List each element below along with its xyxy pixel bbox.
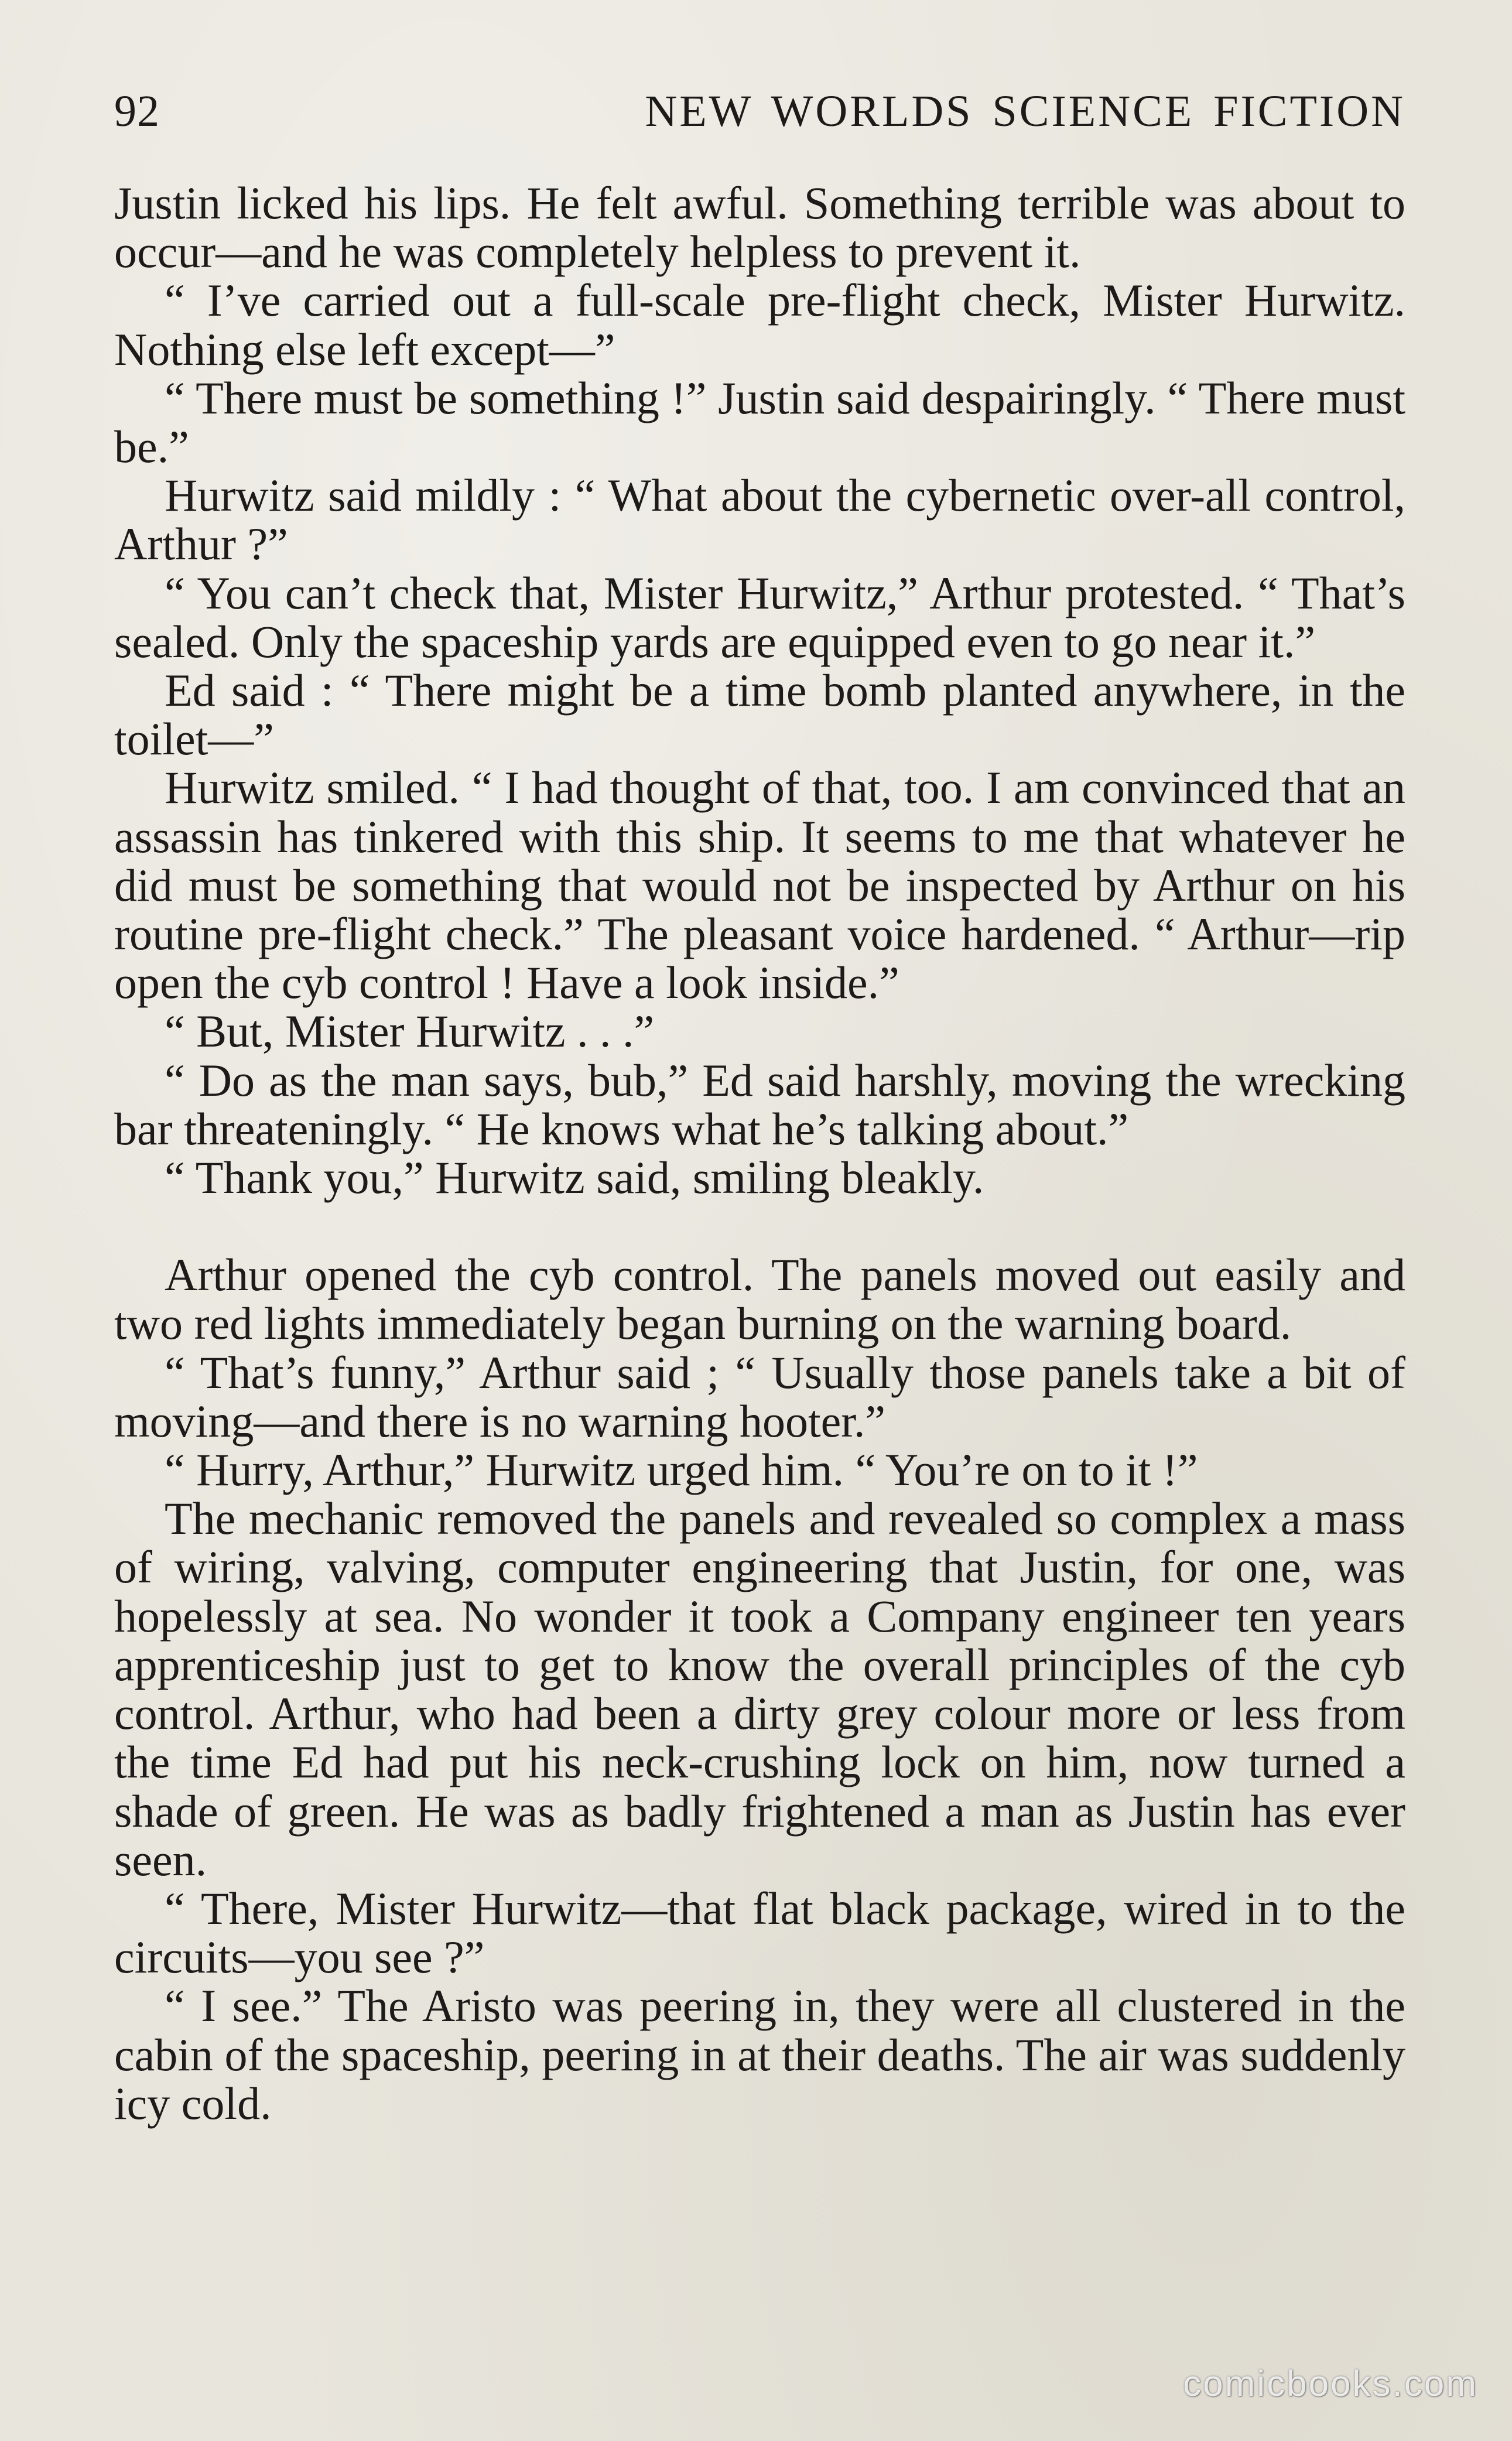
paragraph: “ I see.” The Aristo was peering in, they were all clustered in the cabin of the spaceship, peering in at their deaths. The air was suddenly icy cold. <box>114 1980 1405 2129</box>
running-head: NEW WORLDS SCIENCE FICTION <box>645 87 1405 136</box>
paragraph: “ Thank you,” Hurwitz said, smiling bleakly. <box>165 1152 984 1204</box>
paragraph: The mechanic removed the panels and revealed so complex a mass of wiring, valving, computer engineering that Justin, for one, was hopelessly at sea. No wonder it took a Company engineer ten years apprenticeship just to get to know the overall principles of the cyb control. Arthur, who had been a dirty grey colour more or less from the time Ed had put his neck-crushing lock on him, now turned a shade of green. He was as badly frightened a man as Justin has ever seen. <box>114 1493 1405 1885</box>
section-break <box>114 1202 1405 1250</box>
page-header <box>114 82 1405 141</box>
paragraph: Justin licked his lips. He felt awful. Something terrible was about to occur—and he was completely helpless to prevent it. <box>114 177 1405 278</box>
paragraph: “ That’s funny,” Arthur said ; “ Usually those panels take a bit of moving—and there is no warning hooter.” <box>114 1346 1405 1447</box>
paragraph: “ Hurry, Arthur,” Hurwitz urged him. “ You’re on to it !” <box>165 1444 1198 1496</box>
paragraph: “ There must be something !” Justin said despairingly. “ There must be.” <box>114 372 1405 473</box>
paragraph: Hurwitz said mildly : “ What about the cybernetic over-all control, Arthur ?” <box>114 470 1405 570</box>
paragraph: “ You can’t check that, Mister Hurwitz,” Arthur protested. “ That’s sealed. Only the spaceship yards are equipped even to go near it.” <box>114 567 1405 667</box>
body-text <box>114 179 1405 2128</box>
paragraph: Hurwitz smiled. “ I had thought of that, too. I am convinced that an assassin has tinkered with this ship. It seems to me that whatever he did must be something that would not be inspected by Arthur on his routine pre-flight check.” The pleasant voice hardened. “ Arthur—rip open the cyb control ! Have a look inside.” <box>114 762 1405 1008</box>
paragraph: “ There, Mister Hurwitz—that flat black package, wired in to the circuits—you see ?” <box>114 1882 1405 1983</box>
paragraph: Arthur opened the cyb control. The panels moved out easily and two red lights immediately began burning on the warning board. <box>114 1249 1405 1349</box>
paragraph: “ I’ve carried out a full-scale pre-flight check, Mister Hurwitz. Nothing else left except—” <box>114 275 1405 375</box>
watermark: comicbooks.com <box>1183 2364 1478 2404</box>
page-number: 92 <box>114 87 160 136</box>
paragraph: “ Do as the man says, bub,” Ed said harshly, moving the wrecking bar threateningly. “ He knows what he’s talking about.” <box>114 1054 1405 1154</box>
paragraph: Ed said : “ There might be a time bomb planted anywhere, in the toilet—” <box>114 665 1405 765</box>
paragraph: “ But, Mister Hurwitz . . .” <box>165 1006 655 1057</box>
